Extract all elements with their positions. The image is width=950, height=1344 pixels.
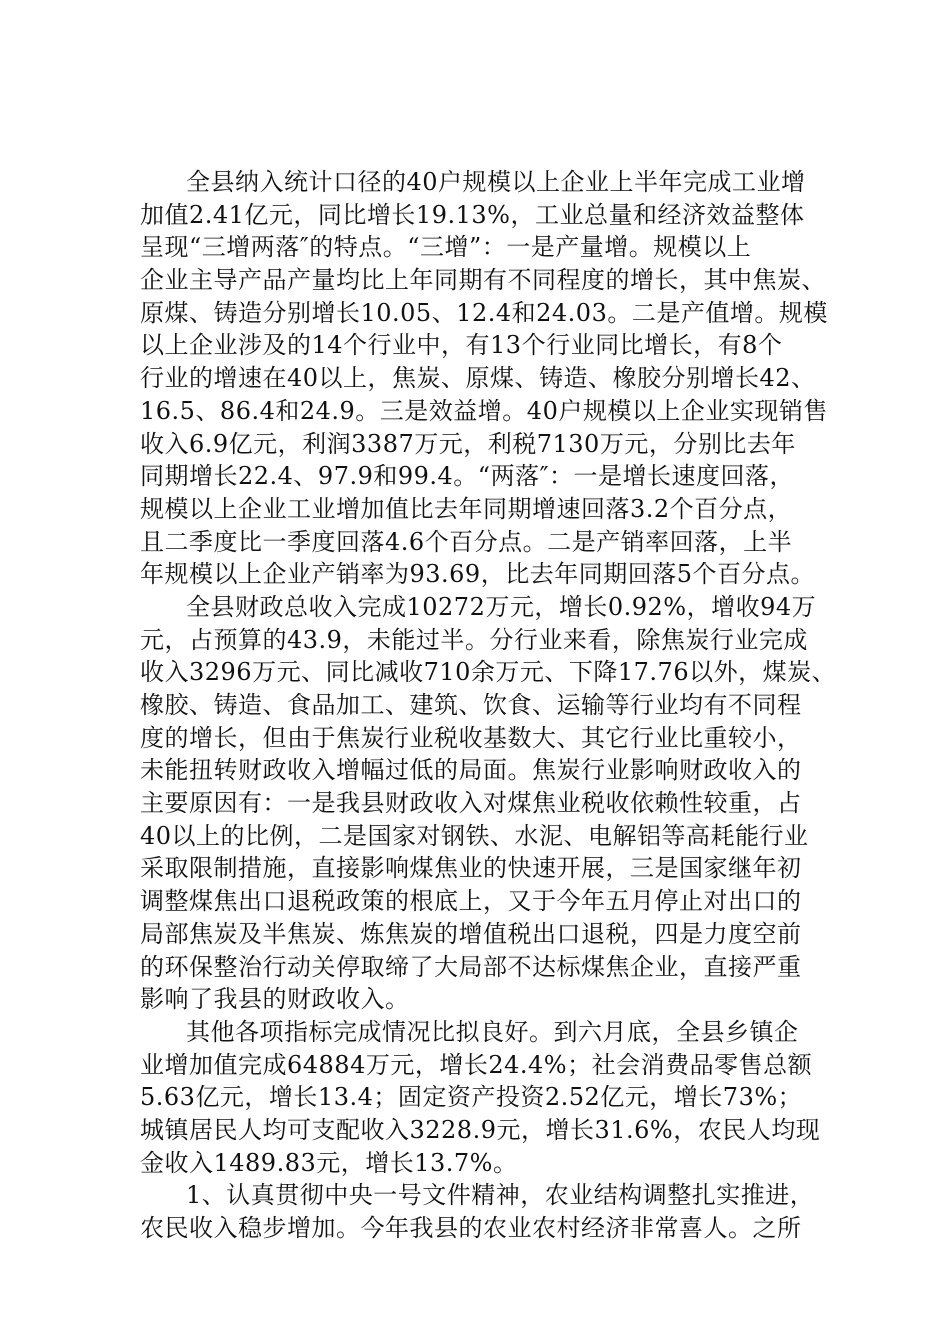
- text-line: 影响了我县的财政收入。: [140, 985, 410, 1014]
- text-line: 行业的增速在40以上，焦炭、原煤、铸造、橡胶分别增长42、: [140, 364, 816, 393]
- text-line: 全县财政总收入完成10272万元，增长0.92%，增收94万: [186, 592, 817, 621]
- text-line: 收入3296万元、同比减收710余万元、下降17.76以外，煤炭、: [140, 658, 837, 687]
- text-line: 且二季度比一季度回落4.6个百分点。二是产销率回落，上半: [140, 527, 793, 556]
- text-line: 5.63亿元，增长13.4；固定资产投资2.52亿元，增长73%；: [140, 1083, 803, 1112]
- text-line: 采取限制措施，直接影响煤焦业的快速开展，三是国家继年初: [140, 854, 802, 883]
- paragraph-other-indicators: [140, 1016, 840, 1179]
- text-line: 调整煤焦出口退税政策的根底上，又于今年五月停止对出口的: [140, 887, 802, 916]
- text-line: 城镇居民人均可支配收入3228.9元，增长31.6%，农民人均现: [140, 1115, 821, 1144]
- text-line: 主要原因有：一是我县财政收入对煤焦业税收依赖性较重，占: [140, 789, 802, 818]
- text-line: 的环保整治行动关停取缔了大局部不达标煤焦企业，直接严重: [140, 952, 802, 981]
- text-line: 1、认真贯彻中央一号文件精神，农业结构调整扎实推进，: [186, 1181, 815, 1210]
- text-line: 40以上的比例，二是国家对钢铁、水泥、电解铝等高耗能行业: [140, 821, 809, 850]
- paragraph-finance: [140, 591, 840, 1016]
- paragraph-agriculture: [140, 1179, 840, 1244]
- text-line: 度的增长，但由于焦炭行业税收基数大、其它行业比重较小，: [140, 723, 802, 752]
- text-line: 以上企业涉及的14个行业中，有13个行业同比增长，有8个: [140, 331, 783, 360]
- text-line: 橡胶、铸造、食品加工、建筑、饮食、运输等行业均有不同程: [140, 691, 802, 719]
- text-line: 农民收入稳步增加。今年我县的农业农村经济非常喜人。之所: [140, 1214, 802, 1242]
- text-line: 收入6.9亿元，利润3387万元，利税7130万元，分别比去年: [140, 429, 796, 458]
- text-line: 元，占预算的43.9，未能过半。分行业来看，除焦炭行业完成: [140, 625, 808, 654]
- text-line: 未能扭转财政收入增幅过低的局面。焦炭行业影响财政收入的: [140, 756, 802, 785]
- text-line: 其他各项指标完成情况比拟良好。到六月底，全县乡镇企: [186, 1017, 799, 1046]
- text-line: 呈现“三增两落″的特点。“三增”：一是产量增。规模以上: [140, 233, 752, 262]
- text-line: 同期增长22.4、97.9和99.4。“两落″：一是增长速度回落，: [140, 462, 795, 491]
- text-line: 16.5、86.4和24.9。三是效益增。40户规模以上企业实现销售: [140, 396, 828, 425]
- text-line: 原煤、铸造分别增长10.05、12.4和24.03。二是产值增。规模: [140, 298, 828, 327]
- text-line: 金收入1489.83元，增长13.7%。: [140, 1148, 518, 1177]
- text-line: 规模以上企业工业增加值比去年同期增速回落3.2个百分点，: [140, 494, 793, 523]
- text-line: 年规模以上企业产销率为93.69，比去年同期回落5个百分点。: [140, 560, 815, 589]
- text-line: 企业主导产品产量均比上年同期有不同程度的增长，其中焦炭、: [140, 266, 826, 295]
- paragraph-industry: [140, 166, 840, 591]
- text-line: 局部焦炭及半焦炭、炼焦炭的增值税出口退税，四是力度空前: [140, 919, 802, 948]
- text-line: 全县纳入统计口径的40户规模以上企业上半年完成工业增: [186, 168, 806, 196]
- document-body: [140, 166, 840, 1245]
- text-line: 加值2.41亿元，同比增长19.13%，工业总量和经济效益整体: [140, 200, 805, 229]
- text-line: 业增加值完成64884万元，增长24.4%；社会消费品零售总额: [140, 1050, 813, 1079]
